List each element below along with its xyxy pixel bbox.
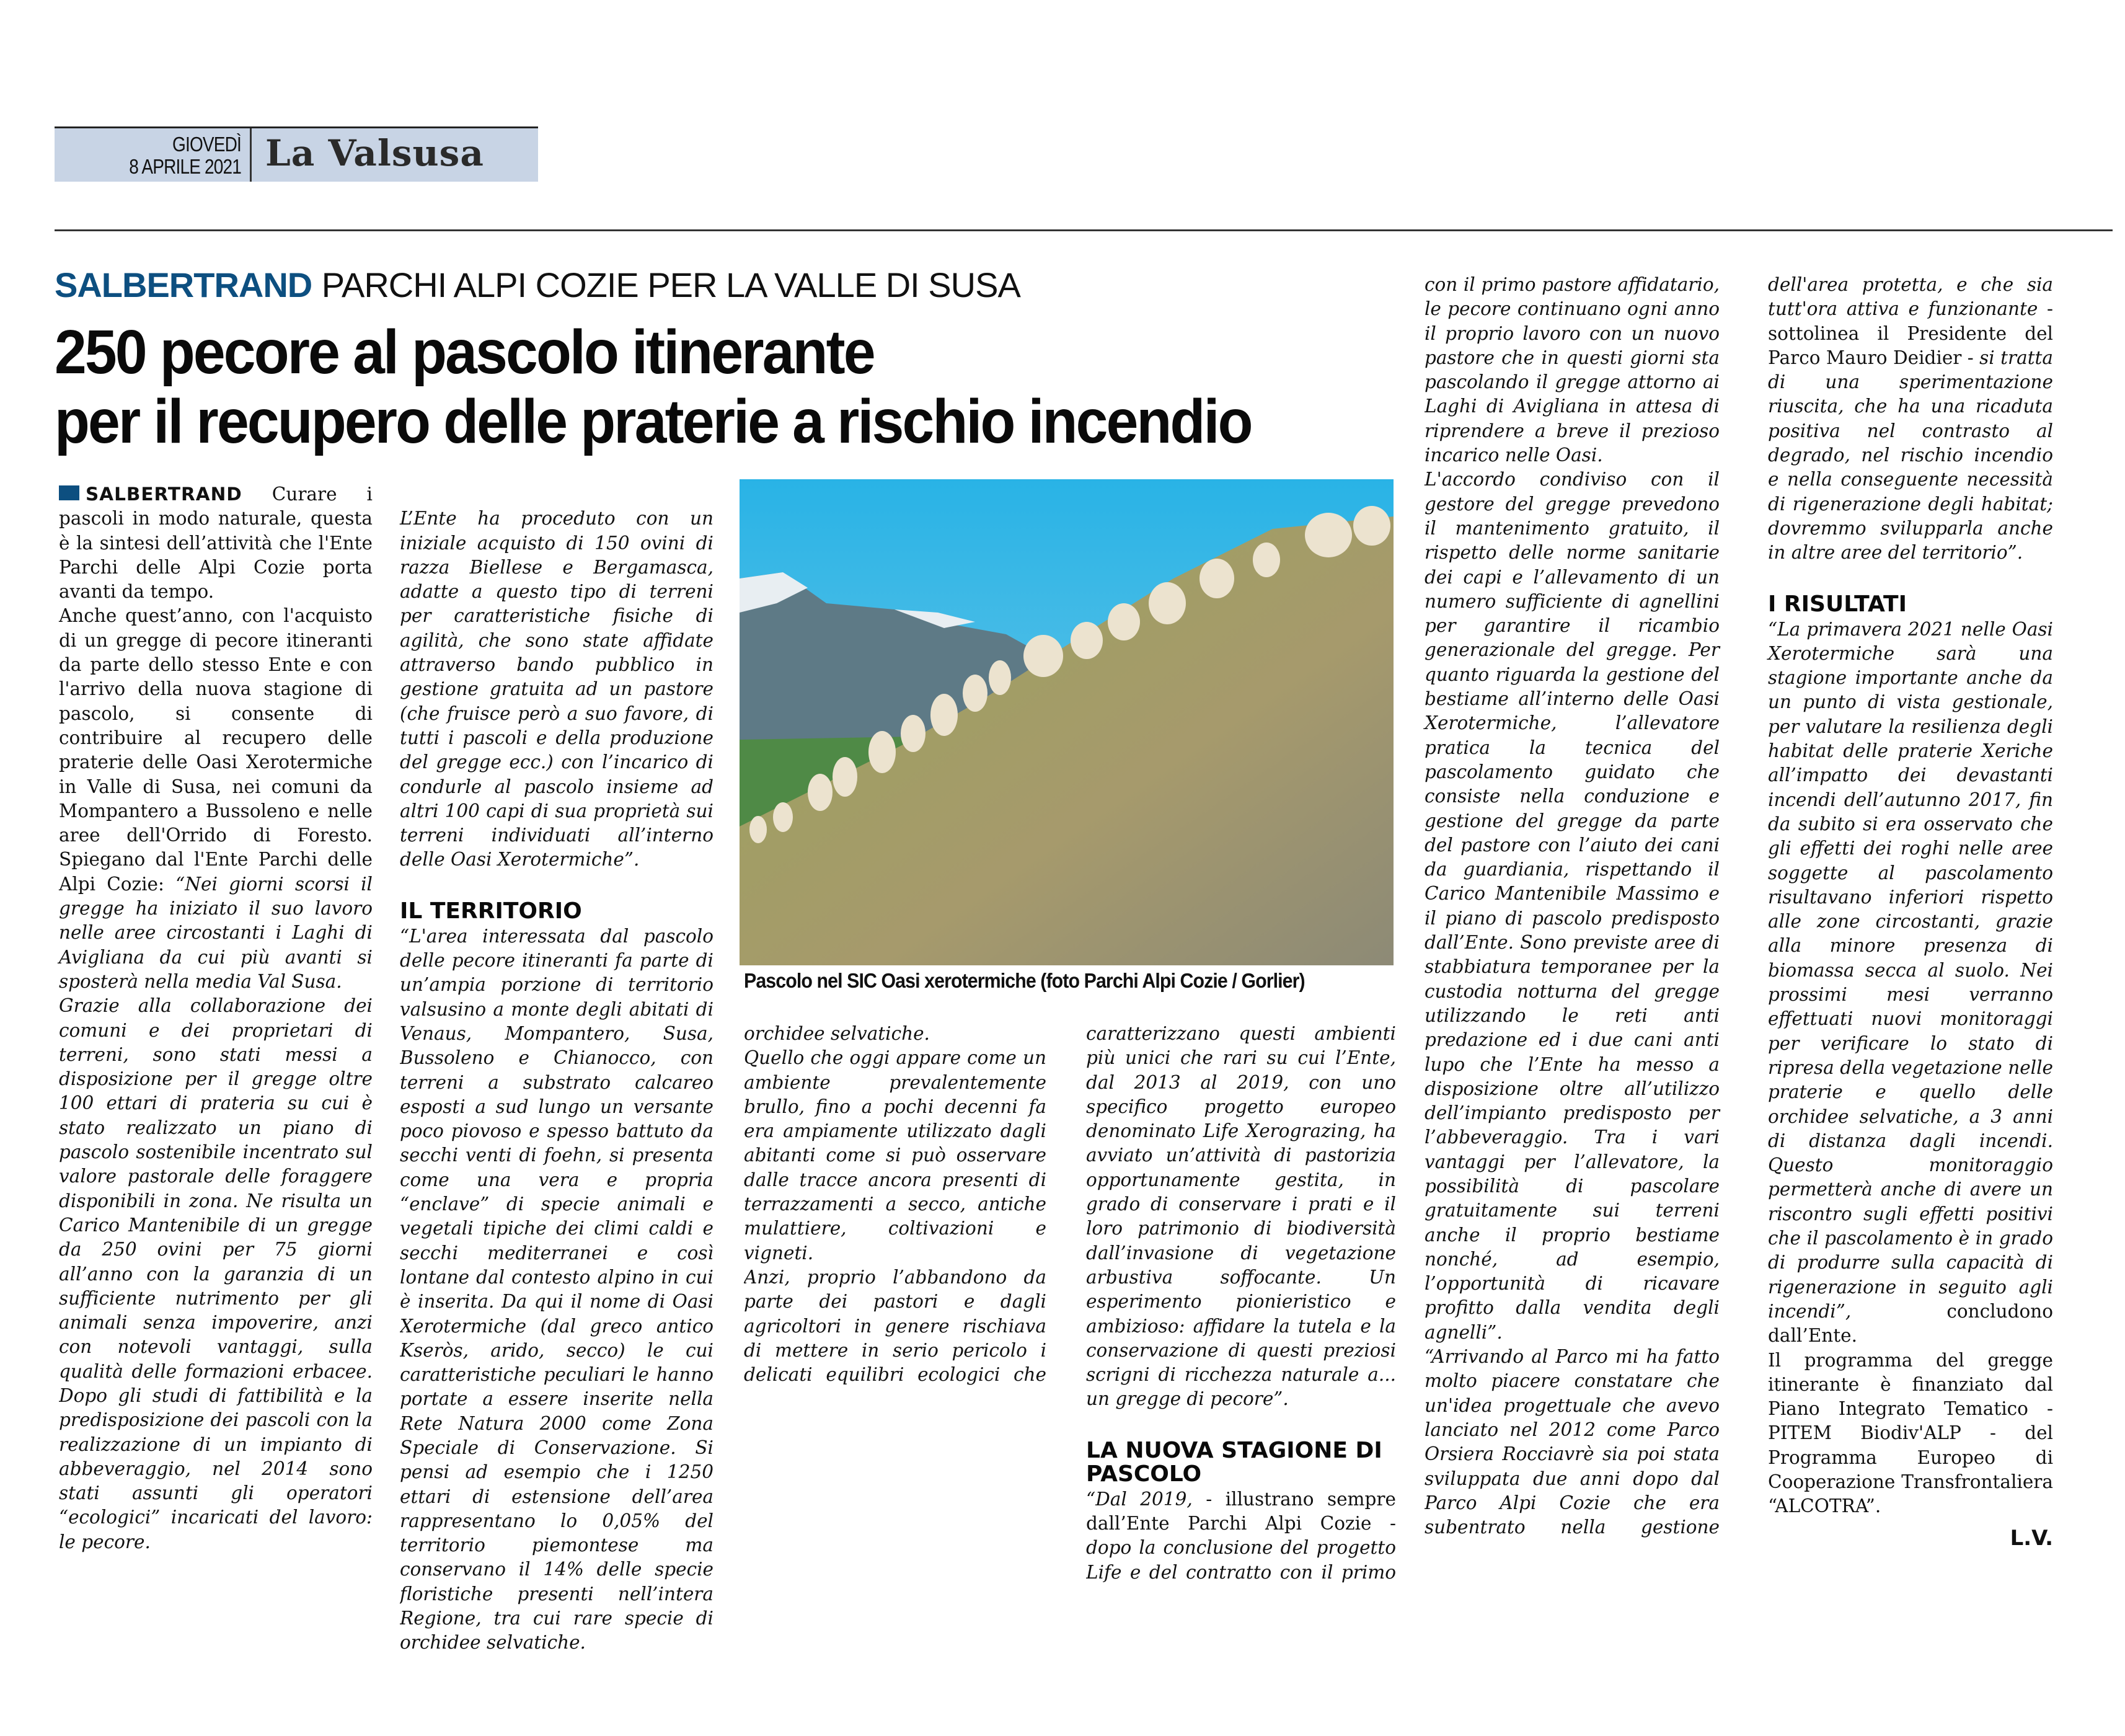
paragraph-text: - illustrano sempre dall’Ente Parchi Alpi Cozie - xyxy=(1086,1488,1396,1534)
headline-line-2: per il recupero delle praterie a rischio incendio xyxy=(55,387,1252,456)
subheading-territorio: IL TERRITORIO xyxy=(400,898,582,924)
masthead xyxy=(55,126,538,182)
paragraph-text: Curare i pascoli in modo naturale, questa è la sintesi dell’attività che l'Ente Parchi delle Alpi Cozie porta avanti da tempo. xyxy=(59,484,373,603)
masthead-day: GIOVEDÌ xyxy=(172,133,241,156)
paragraph-tail xyxy=(1425,273,1720,467)
article-column-5 xyxy=(1425,273,1720,1539)
article-column-4 xyxy=(1086,1022,1396,1585)
square-bullet-icon xyxy=(59,485,79,500)
paragraph-head xyxy=(1086,1487,1396,1585)
paragraph-head xyxy=(59,994,373,1603)
subheading-nuova-stagione: LA NUOVA STAGIONE DI PASCOLO xyxy=(1086,1437,1382,1487)
quote-text: si tratta di una sperimentazione riuscita, che ha una ricaduta positiva nel contrasto al degrado, nel rischio incendio e nella conseguente necessità di rigenerazione degli habitat; dovremmo svilupparla anche in altre aree del territorio”. xyxy=(1768,347,2053,564)
paragraph-tail xyxy=(400,482,713,507)
paragraph-text: Anche quest’anno, con l'acquisto di un gregge di pecore itineranti da parte dello stesso Ente e con l'arrivo della nuova stagione di pascolo, si consente di contribuire al recupero delle praterie delle Oasi Xerotermiche in Valle di Susa, nei comuni da Mompantero a Bussoleno e nelle aree dell'Orrido di Foresto. Spiegano dal l'Ente Parchi delle Alpi Cozie: xyxy=(59,605,373,895)
paragraph: Quello che oggi appare come un ambiente prevalentemente brullo, fino a pochi decenni fa era ampiamente utilizzato dagli abitanti come si può osservare dalle tracce ancora presenti di terrazzamenti a secco, antiche mulattiere, coltivazioni e vigneti. xyxy=(744,1047,1046,1264)
continued-text: orchidee selvatiche. xyxy=(744,1022,930,1044)
kicker-topic: PARCHI ALPI COZIE PER LA VALLE DI SUSA xyxy=(321,265,1020,304)
quote-text: con il primo pastore affidatario, le pecore continuano ogni anno il proprio lavoro con un nuovo pastore che in questi giorni sta pascolando il gregge attorno ai Laghi di Avigliana in attesa di riprendere a breve il prezioso incarico nelle Oasi. xyxy=(1425,274,1720,466)
paragraph: “Arrivando al Parco mi ha fatto molto piacere constatare che un'idea progettuale che avevo lanciato nel 2012 come Parco Orsiera Rocciavrè sia poi stata sviluppata due anni dopo dal Parco Alpi Cozie che era subentrato nella gestione xyxy=(1425,1346,1720,1538)
paragraph-head xyxy=(400,924,713,1655)
lead-place: SALBERTRAND xyxy=(86,484,242,505)
paragraph-head xyxy=(744,1265,1046,1388)
headline xyxy=(55,317,1323,456)
article-column-1 xyxy=(59,482,373,1603)
author-signature: L.V. xyxy=(2010,1525,2053,1551)
photo-illustration xyxy=(740,479,1394,965)
paragraph: L'accordo condiviso con il gestore del gregge prevedono il mantenimento gratuito, il rispetto delle norme sanitarie dei capi e l’allevamento di un numero sufficiente di agnellini per garantire il ricambio generazionale del gregge. Per quanto riguarda la gestione del bestiame all’interno delle Oasi Xerotermiche, l’allevatore pratica la tecnica del pascolamento guidato che consiste nella conduzione e gestione del gregge da parte del pastore con l’aiuto dei cani da guardiania, rispettando il Carico Mantenibile Massimo e il piano di pascolo predisposto dall’Ente. Sono previste aree di stabbiatura temporanee per la custodia notturna del gregge utilizzando le reti anti predazione ed i due cani anti lupo che l’Ente ha messo a disposizione oltre all’utilizzo dell’impianto predisposto per l’abbeveraggio. Tra i vari vantaggi per l’allevatore, la possibilità di pascolare gratuitamente sui terreni anche il proprio bestiame nonché, ad esempio, l’opportunità di ricavare profitto dalla vendita degli agnelli”. xyxy=(1425,469,1720,1343)
paragraph-text: - sottolinea il Presidente del Parco Mauro Deidier - xyxy=(1768,298,2053,368)
paragraph: Anzi, proprio l’abbandono da parte dei pastori e dagli agricoltori in genere rischiava di mettere in serio pericolo i delicati equilibri ecologici che xyxy=(744,1266,1046,1386)
quote-text: “Dal 2019, xyxy=(1086,1488,1193,1510)
continued-text xyxy=(1768,273,2053,565)
paragraph-head xyxy=(1425,1345,1720,1539)
article-column-6 xyxy=(1768,273,2053,1551)
quote-text: dopo la conclusione del progetto Life e del contratto con il primo xyxy=(1086,1537,1396,1583)
paragraph: “L'area interessata dal pascolo delle pecore itineranti fa parte di un’ampia porzione di territorio valsusino a monte degli abitati di Venaus, Mompantero, Susa, Bussoleno e Chianocco, con terreni a substrato calcareo esposti a sud lungo un versante poco piovoso e spesso battuto da secchi venti di foehn, si presenta come una vera e propria “enclave” di specie animali e vegetali tipiche dei climi caldi e secchi mediterranei e così lontane dal contesto alpino in cui è inserita. Da qui il nome di Oasi Xerotermiche (dal greco antico Kseròs, arido, secco) le cui caratteristiche peculiari le hanno portate a essere inserite nella Rete Natura 2000 come Zona Speciale di Conservazione. Si pensi ad esempio che i 1250 ettari di estensione dell’area rappresentano lo 0,05% del territorio piemontese ma conservano il 14% delle specie floristiche presenti nell’intera Regione, tra cui rare specie di orchidee selvatiche. xyxy=(400,925,713,1654)
quote-text: dell'area protetta, e che sia tutt'ora attiva e funzionante xyxy=(1768,273,2053,320)
paragraph-tail xyxy=(744,1022,1046,1046)
paragraph: L’Ente ha proceduto con un iniziale acquisto di 150 ovini di razza Biellese e Bergamasca, adatte a questo tipo di terreni per caratteristiche fisiche di agilità, che sono state affidate attraverso bando pubblico in gestione gratuita ad un pastore (che fruisce però a suo favore, di tutti i pascoli e della produzione del gregge ecc.) con l’incarico di condurle al pascolo insieme ad altri 100 capi di sua proprietà sui terreni individuati all’interno delle Oasi Xerotermiche”. xyxy=(400,508,713,870)
masthead-date xyxy=(55,128,252,182)
paragraph-tail xyxy=(1768,273,2053,565)
lead-paragraph xyxy=(59,482,373,604)
divider xyxy=(55,229,2113,231)
publication-logo: La Valsusa xyxy=(265,132,484,174)
continued-text: caratterizzano questi ambienti più unici che rari su cui l’Ente, dal 2013 al 2019, con uno specifico progetto europeo denominato Life Xerograzing, ha avviato un’attività di pastorizia opportunamente gestita, in grado di conservare i prati e il loro patrimonio di biodiversità dall’invasione di vegetazione arbustiva soffocante. Un esperimento pionieristico e ambizioso: affidare la tutela e la conservazione di questi preziosi scrigni di ricchezza naturale a... un gregge di pecore”. xyxy=(1086,1022,1396,1410)
headline-line-1: 250 pecore al pascolo itinerante xyxy=(55,317,874,387)
paragraph xyxy=(1086,1487,1396,1585)
sheep-grazing-photo xyxy=(740,479,1394,965)
kicker xyxy=(55,265,1020,305)
continued-text xyxy=(1425,273,1720,467)
paragraph xyxy=(59,604,373,994)
subheading-risultati: I RISULTATI xyxy=(1768,591,1907,617)
article-column-3 xyxy=(744,1022,1046,1387)
paragraph: Il programma del gregge itinerante è finanziato dal Piano Integrato Tematico - PITEM Biodiv'ALP - del Programma Europeo di Cooperazione Transfrontaliera “ALCOTRA”. xyxy=(1768,1349,2053,1517)
paragraph-tail xyxy=(1086,1022,1396,1412)
article-column-2 xyxy=(400,482,713,1655)
paragraph: Grazie alla collaborazione dei comuni e dei proprietari di terreni, sono stati messi a disposizione per il gregge oltre 100 ettari di prateria su cui è stato realizzato un piano di pascolo sostenibile incentrato sul valore pastorale delle foraggere disponibili in zona. Ne risulta un Carico Mantenibile di un gregge da 250 ovini per 75 giorni all’anno con la garanzia di un sufficiente nutrimento per gli animali senza impoverire, anzi con notevoli vantaggi, sulla qualità delle formazioni erbacee. Dopo gli studi di fattibilità e la predisposizione dei pascoli con la realizzazione di un impianto di abbeveraggio, nel 2014 sono stati assunti gli operatori “ecologici” incaricati del lavoro: le pecore. xyxy=(59,995,373,1552)
photo-caption: Pascolo nel SIC Oasi xerotermiche (foto Parchi Alpi Cozie / Gorlier) xyxy=(744,969,1305,992)
paragraph-text: concludono dall’Ente. xyxy=(1768,1300,2053,1347)
kicker-place: SALBERTRAND xyxy=(55,265,312,304)
masthead-date-text: 8 APRILE 2021 xyxy=(129,155,241,178)
paragraph xyxy=(1768,618,2053,1348)
quote-text: “La primavera 2021 nelle Oasi Xerotermiche sarà una stagione importante anche da un punto di vista gestionale, per valutare la resilienza degli habitat delle praterie Xeriche all’impatto dei devastanti incendi dell’autunno 2017, fin da subito si era osservato che gli effetti dei roghi nelle aree soggette al pascolamento risultavano inferiori rispetto alle zone circostanti, grazie alla minore presenza di biomassa secca al suolo. Nei prossimi mesi verranno effettuati nuovi monitoraggi per verificare lo stato di ripresa della vegetazione nelle praterie e quello delle orchidee selvatiche, a 3 anni di distanza dagli incendi. Questo monitoraggio permetterà anche di avere un riscontro sugli effetti positivi che il pascolamento è in grado di produrre sulla capacità di rigenerazione in seguito agli incendi”, xyxy=(1768,618,2053,1322)
quote-text: “Nei giorni scorsi il gregge ha iniziato il suo lavoro nelle aree circostanti i Laghi di Avigliana da cui più avanti si sposterà nella media Val Susa. xyxy=(59,873,373,992)
